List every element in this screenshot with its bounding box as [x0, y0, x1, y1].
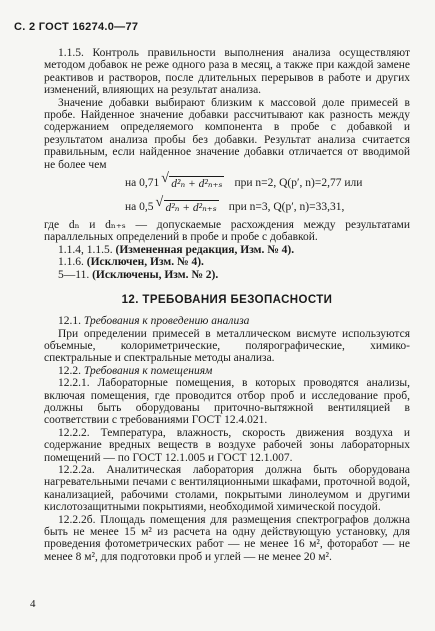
paragraph: 12.2.2а. Аналитическая лаборатория должна быть оборудована нагревательными печами с вентиляционными шкафами, проточной водой, канализацией, рабочими столами, покрытыми линолеумом и другими кислотозащитными покрытиями, необходимой химической посудой. [44, 463, 410, 514]
subsection-title: Требования к проведению анализа [83, 315, 250, 328]
amendment-text: (Исключен, Изм. № 4). [86, 256, 204, 269]
formula-radicand: d²ₙ + d²ₙ₊ₛ [171, 177, 223, 190]
formula-condition: при n=2, Q(p′, n)=2,77 или [234, 176, 363, 189]
clause-number: 12.1. [58, 315, 81, 328]
subsection-title: Требования к помещениям [83, 364, 213, 377]
page-header: С. 2 ГОСТ 16274.0—77 [14, 21, 139, 33]
section-title: 12. ТРЕБОВАНИЯ БЕЗОПАСНОСТИ [121, 294, 333, 307]
paragraph: При определении примесей в металлическом висмуте используются объемные, колориметрические, полярографические, химико-спектральные и спектральные методы анализа. [44, 327, 410, 365]
paragraph: Значение добавки выбирают близким к массовой доле примесей в пробе. Найденное значение добавки рассчитывают как разность между содержанием определяемого компонента в пробе с добавкой и результатом анализа пробы без добавки. Результат анализа считается правильным, если найденное значение добавки отличается от вводимой не более чем [44, 96, 410, 171]
paragraph: 12.2.2б. Площадь помещения для размещения спектрографов должна быть не менее 15 м² из расчета на одну действующую установку, для проведения фотометрических работ — не менее 16 м², фоторабот — не менее 8 м², для подготовки проб и углей — не менее 20 м². [44, 513, 410, 563]
subsection-heading [44, 315, 410, 327]
paragraph: 1.1.5. Контроль правильности выполнения анализа осуществляют методом добавок не реже одного раза в месяц, а также при каждой замене реактивов и растворов, после длительных перерывов в работе и других изменений, влияющих на результат анализа. [44, 47, 410, 97]
subsection-heading [44, 365, 410, 377]
clause-number: 12.2. [58, 364, 81, 377]
amendment-ref: 5—11. [58, 268, 90, 281]
amendment-text: (Измененная редакция, Изм. № 4). [115, 243, 295, 256]
formula-prefix: на 0,5 [125, 200, 154, 213]
amendment-ref: 1.1.4, 1.1.5. [58, 243, 113, 256]
paragraph: где dₙ и dₙ₊ₛ — допускаемые расхождения между результатами параллельных определений в пробе и пробе с добавкой. [44, 219, 410, 244]
paragraph: 12.2.2. Температура, влажность, скорость движения воздуха и содержание вредных веществ в воздухе рабочей зоны лабораторных помещений — по ГОСТ 12.1.005 и ГОСТ 12.1.007. [44, 426, 410, 464]
formula-condition: при n=3, Q(p′, n)=33,31, [228, 200, 345, 213]
formula-2 [44, 195, 410, 219]
formula-1 [44, 171, 410, 195]
amendment-note [44, 244, 410, 256]
formula-radicand: d²ₙ + d²ₙ₊ₛ [165, 201, 217, 214]
page-number: 4 [30, 598, 36, 610]
sqrt-radical [156, 200, 219, 214]
formula-prefix: на 0,71 [125, 176, 160, 189]
amendment-note [44, 269, 410, 281]
paragraph: 12.2.1. Лабораторные помещения, в которых проводятся анализы, включая помещения, где проводится отбор проб и исследование проб, должны быть оборудованы приточно-вытяжной вентиляцией в соответствии с требованиями ГОСТ 12.4.021. [44, 377, 410, 427]
document-body [44, 47, 410, 563]
amendment-note [44, 256, 410, 268]
amendment-ref: 1.1.6. [58, 256, 84, 269]
sqrt-radical [161, 176, 224, 190]
amendment-text: (Исключены, Изм. № 2). [92, 268, 219, 281]
